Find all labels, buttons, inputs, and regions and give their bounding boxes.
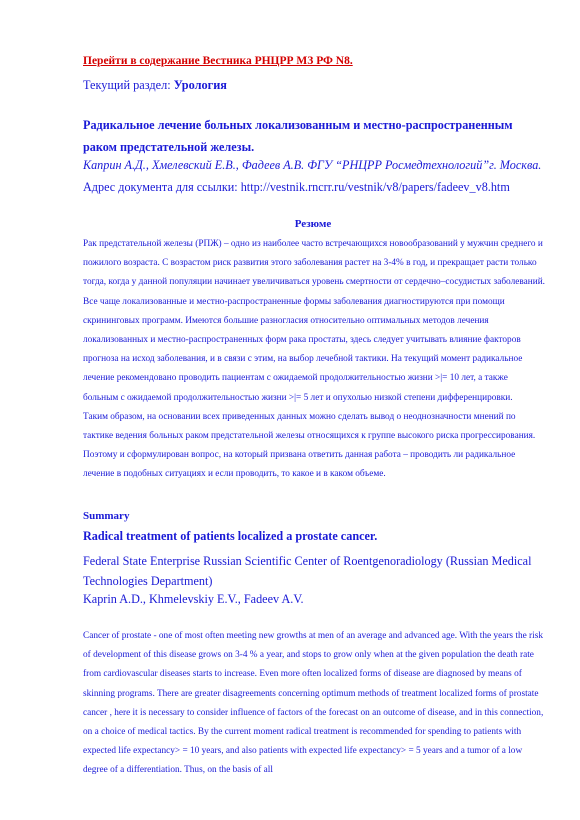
document-address: Адрес документа для ссылки: http://vestnik.rncrr.ru/vestnik/v8/papers/fadeev_v8.htm xyxy=(83,180,510,194)
article-title: Радикальное лечение больных локализованным и местно-распространенным раком предстательной железы. xyxy=(83,118,513,154)
summary-authors: Kaprin A.D., Khmelevskiy E.V., Fadeev A.V. xyxy=(83,592,304,606)
resume-heading: Резюме xyxy=(294,218,332,230)
article-authors-ru: Каприн А.Д., Хмелевский Е.В., Фадеев А.В. ФГУ “РНЦРР Росмедтехнологий”г. Москва. xyxy=(83,158,542,172)
resume-body xyxy=(83,235,545,485)
summary-title: Radical treatment of patients localized a prostate cancer. xyxy=(83,529,378,543)
summary-organization: Federal State Enterprise Russian Scientific Center of Roentgenoradiology (Russian Medical Technologies Department) xyxy=(83,554,532,588)
current-section xyxy=(83,78,227,93)
section-label: Текущий раздел: xyxy=(83,78,174,92)
resume-paragraph: Рак предстательной железы (РПЖ) – одно из наиболее часто встречающихся новообразований у мужчин среднего и пожилого возраста. С возрастом риск развития этого заболевания растет на 3-4% в год, и прекращает расти только тогда, когда у данной популяции начинает увеличиваться уровень смертности от сердечно–сосудистых заболеваний. xyxy=(83,239,545,288)
section-value: Урология xyxy=(173,78,227,92)
summary-body: Cancer of prostate - one of most often meeting new growths at men of an average and advanced age. With the years the risk of development of this disease grows on 3-4 % a year, and stops to grow only when at the given population the death rate from cardiovascular diseases starts to increase. Even more often localized forms of disease are diagnosed by means of skinning programs. There are greater disagreements concerning optimum methods of treatment localized forms of prostate cancer , here it is necessary to consider influence of factors of the forecast on an outcome of disease, and in this connection, on a choice of medical tactics. By the current moment radical treatment is recommended for spending to patients with expected life expectancy> = 10 years, and also patients with expected life expectancy> = 5 years and a tumor of a low degree of a differentiation. Thus, on the basis of all xyxy=(83,631,544,776)
resume-paragraph: Таким образом, на основании всех приведенных данных можно сделать вывод о неоднозначности мнений по тактике ведения больных раком предстательной железы относящихся к группе высокого риска прогрессирования. Поэтому и сформулирован вопрос, на который призвана ответить данная работа – проводить ли радикальное лечение в подобных ситуациях и если проводить, то какое и в каком объеме. xyxy=(83,411,536,480)
resume-paragraph: Все чаще локализованные и местно-распространенные формы заболевания диагностируются при помощи скрининговых программ. Имеются большие разногласия относительно оптимальных методов лечения локализованных и местно-распространенных форм рака простаты, здесь следует учитывать влияние факторов прогноза на исход заболевания, и в связи с этим, на выбор лечебной тактики. На текущий момент радикальное лечение рекомендовано проводить пациентам с ожидаемой продолжительностью жизни >|= 10 лет, а также больным с ожидаемой продолжительностью жизни >|= 5 лет и опухолью низкой степени дифференцировки. xyxy=(83,296,523,403)
toc-link[interactable]: Перейти в содержание Вестника РНЦРР МЗ РФ N8. xyxy=(83,55,353,67)
summary-heading: Summary xyxy=(83,510,130,522)
